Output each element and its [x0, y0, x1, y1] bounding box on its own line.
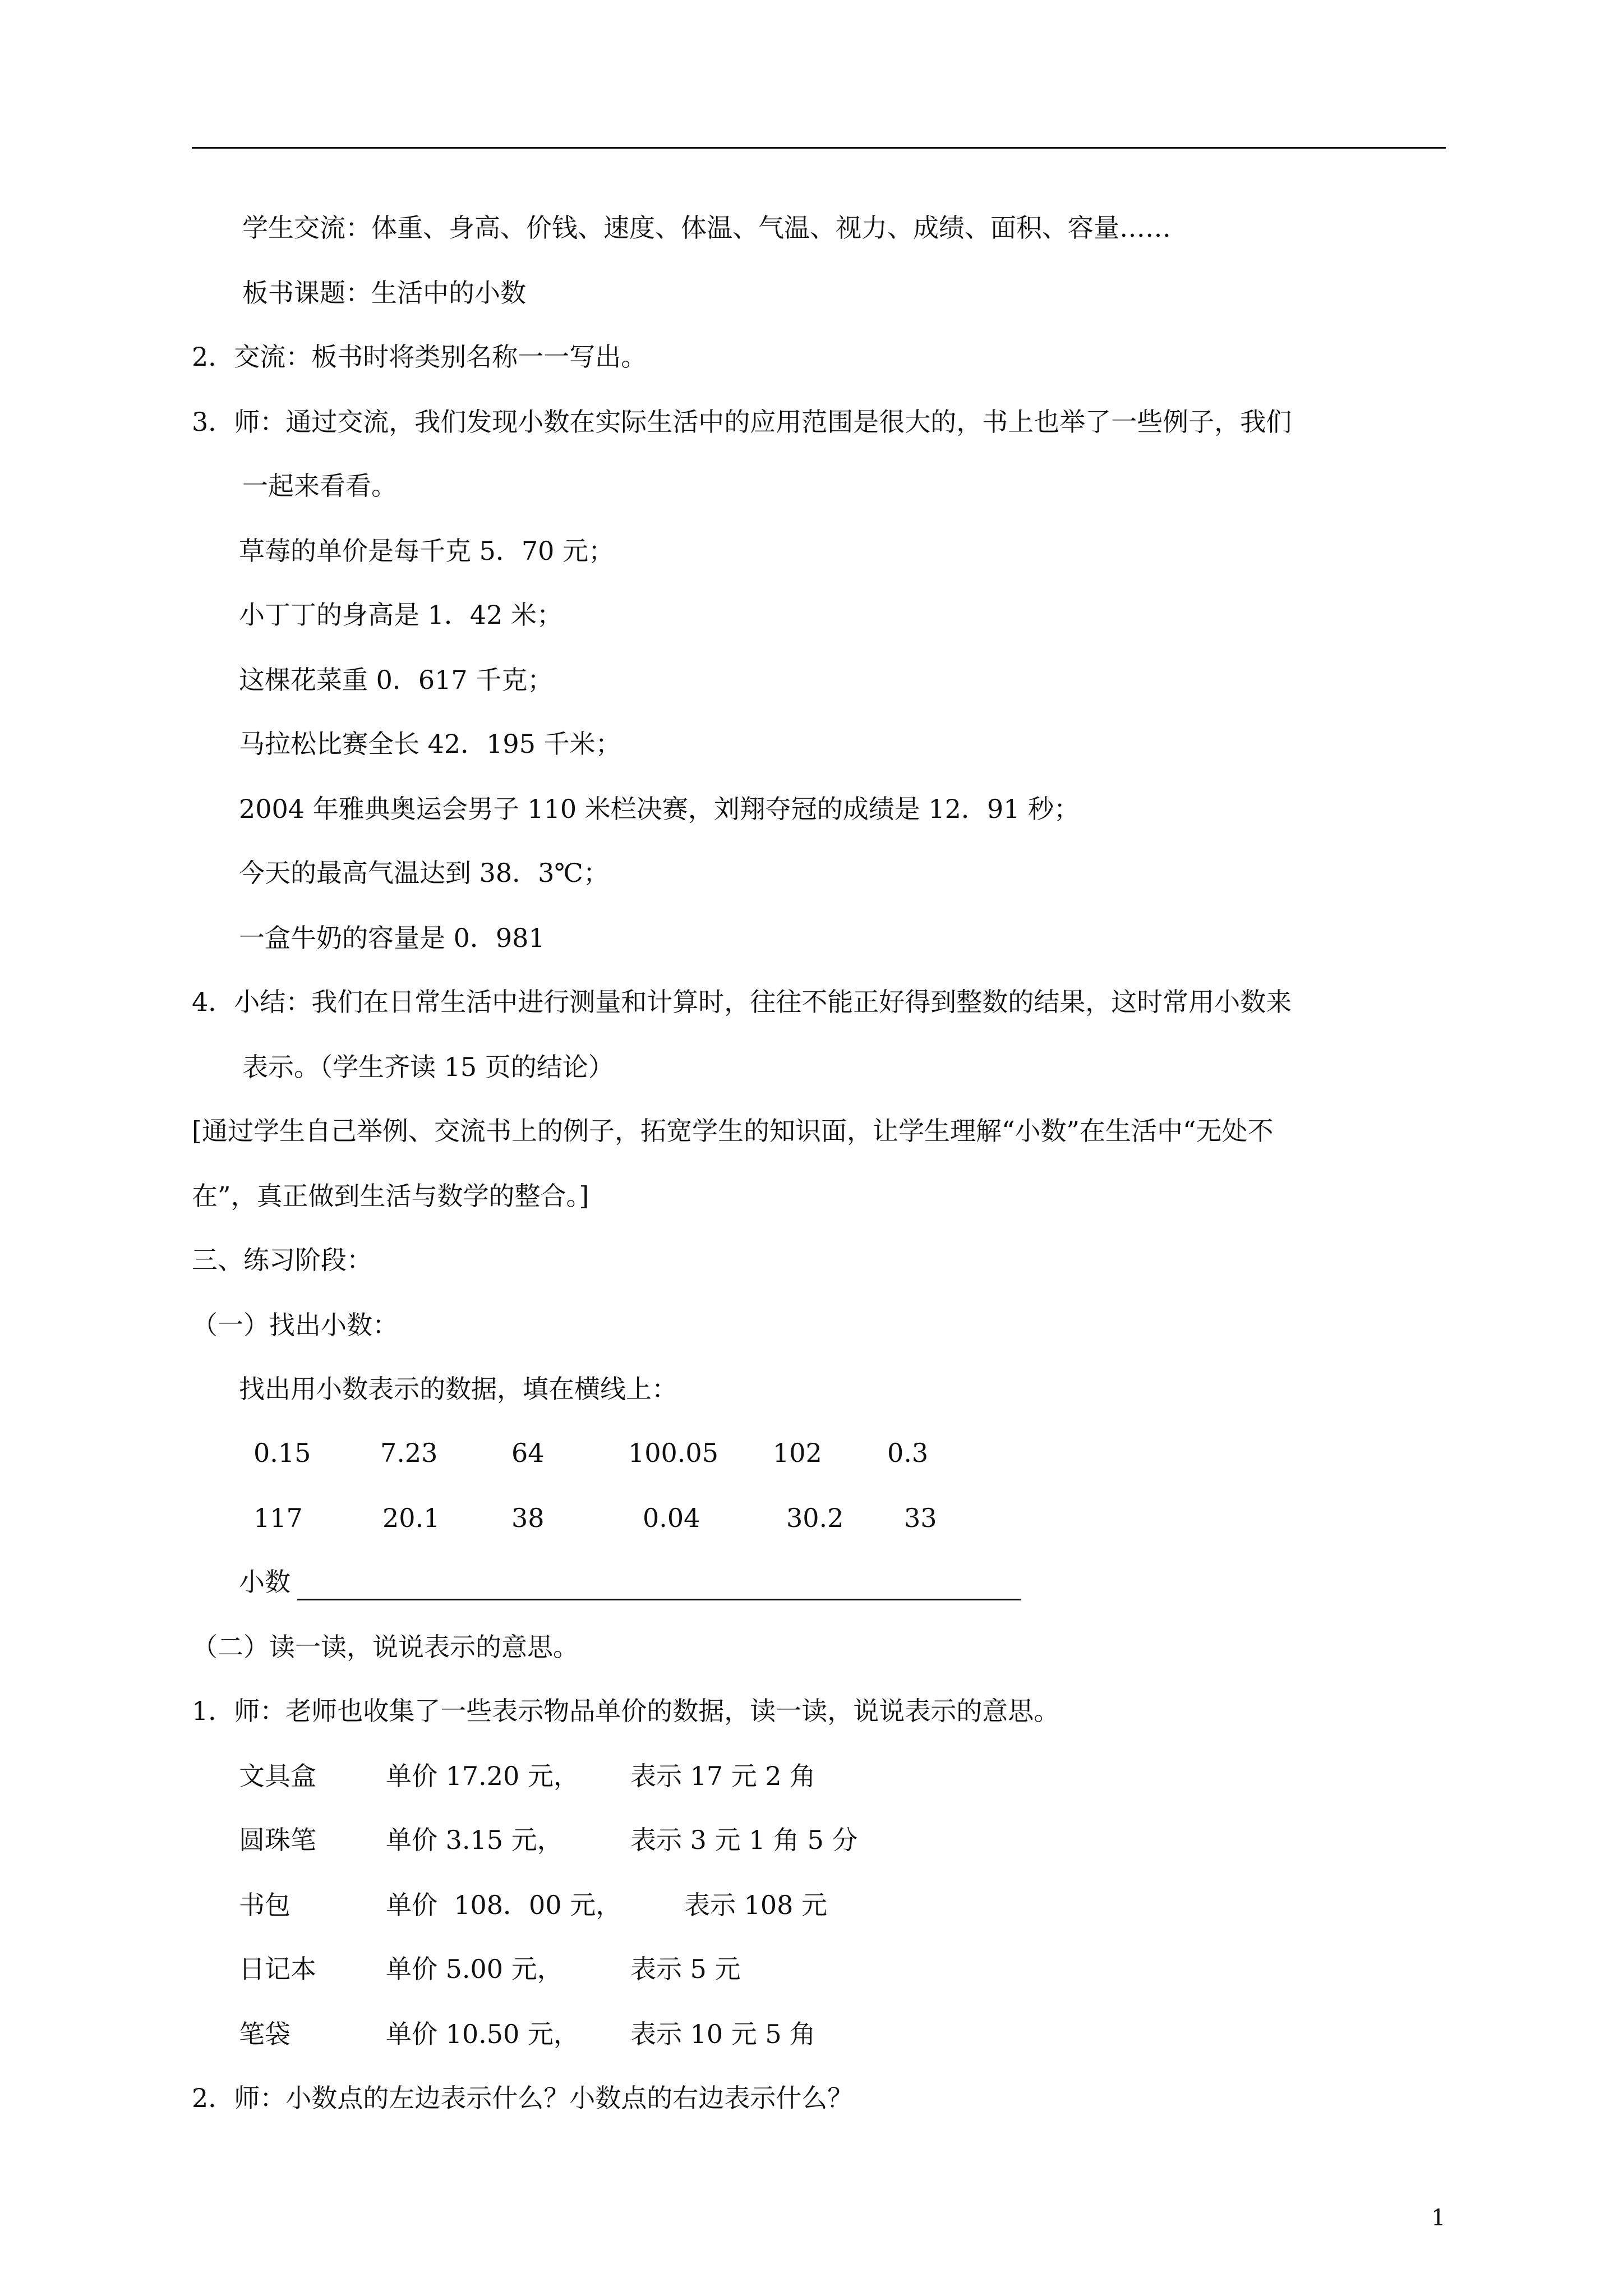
line-student-exchange: 学生交流：体重、身高、价钱、速度、体温、气温、视力、成绩、面积、容量……: [242, 213, 1171, 243]
price-item: 圆珠笔: [239, 1825, 316, 1855]
price-meaning: 表示 5 元: [630, 1954, 741, 1984]
decimals-label: 小数: [239, 1567, 291, 1597]
price-meaning: 表示 3 元 1 角 5 分: [630, 1825, 858, 1855]
section-heading-practice: 三、练习阶段：: [192, 1245, 372, 1275]
example-height: 小丁丁的身高是 1．42 米；: [239, 600, 563, 630]
line-item-3-cont: 一起来看看。: [242, 471, 397, 501]
example-temperature: 今天的最高气温达到 38．3℃；: [239, 858, 609, 888]
line-read-item-2: 2．师：小数点的左边表示什么？小数点的右边表示什么？: [192, 2083, 854, 2113]
price-value: 单价 17.20 元，: [386, 1761, 579, 1791]
number-cell: 0.04: [643, 1503, 700, 1533]
example-hurdles: 2004 年雅典奥运会男子 110 米栏决赛，刘翔夺冠的成绩是 12．91 秒；: [239, 794, 1080, 824]
example-strawberry: 草莓的单价是每千克 5．70 元；: [239, 536, 615, 566]
example-milk: 一盒牛奶的容量是 0．981: [239, 923, 545, 953]
line-read-item-1: 1．师：老师也收集了一些表示物品单价的数据，读一读，说说表示的意思。: [192, 1696, 1060, 1726]
price-meaning: 表示 17 元 2 角: [630, 1761, 816, 1791]
price-meaning: 表示 108 元: [684, 1890, 828, 1920]
number-cell: 7.23: [380, 1438, 438, 1468]
number-cell: 30.2: [786, 1503, 844, 1533]
line-item-4-cont: 表示。（学生齐读 15 页的结论）: [242, 1052, 614, 1082]
subsection-read: （二）读一读，说说表示的意思。: [192, 1632, 579, 1662]
price-value: 单价 5.00 元，: [386, 1954, 563, 1984]
instruction-find-decimals: 找出用小数表示的数据，填在横线上：: [239, 1374, 677, 1404]
page-number: 1: [1431, 2205, 1446, 2231]
price-value: 单价 3.15 元，: [386, 1825, 563, 1855]
line-board-title: 板书课题：生活中的小数: [242, 278, 526, 308]
answer-blank-line: [297, 1599, 1021, 1600]
price-item: 日记本: [239, 1954, 316, 1984]
price-item: 书包: [239, 1890, 291, 1920]
price-item: 文具盒: [239, 1761, 316, 1791]
number-cell: 33: [904, 1503, 937, 1533]
price-item: 笔袋: [239, 2019, 291, 2049]
header-rule: [192, 147, 1446, 149]
example-marathon: 马拉松比赛全长 42．195 千米；: [239, 729, 621, 759]
note-line-2: 在”，真正做到生活与数学的整合。]: [192, 1181, 589, 1211]
number-cell: 0.15: [253, 1438, 311, 1468]
line-item-3: 3．师：通过交流，我们发现小数在实际生活中的应用范围是很大的，书上也举了一些例子，我们: [192, 407, 1292, 437]
number-cell: 117: [253, 1503, 303, 1533]
number-cell: 64: [511, 1438, 545, 1468]
note-line-1: [通过学生自己举例、交流书上的例子，拓宽学生的知识面，让学生理解“小数”在生活中“无处不: [192, 1116, 1274, 1146]
example-cauliflower: 这棵花菜重 0．617 千克；: [239, 665, 554, 695]
line-item-4: 4．小结：我们在日常生活中进行测量和计算时，往往不能正好得到整数的结果，这时常用小数来: [192, 987, 1292, 1017]
line-item-2: 2．交流：板书时将类别名称一一写出。: [192, 342, 647, 372]
number-cell: 0.3: [887, 1438, 929, 1468]
number-cell: 38: [511, 1503, 545, 1533]
price-meaning: 表示 10 元 5 角: [630, 2019, 816, 2049]
number-cell: 100.05: [628, 1438, 718, 1468]
number-cell: 102: [773, 1438, 822, 1468]
number-cell: 20.1: [382, 1503, 440, 1533]
price-value: 单价 10.50 元，: [386, 2019, 579, 2049]
price-value: 单价 108．00 元，: [386, 1890, 622, 1920]
subsection-find-decimals: （一）找出小数：: [192, 1310, 398, 1340]
